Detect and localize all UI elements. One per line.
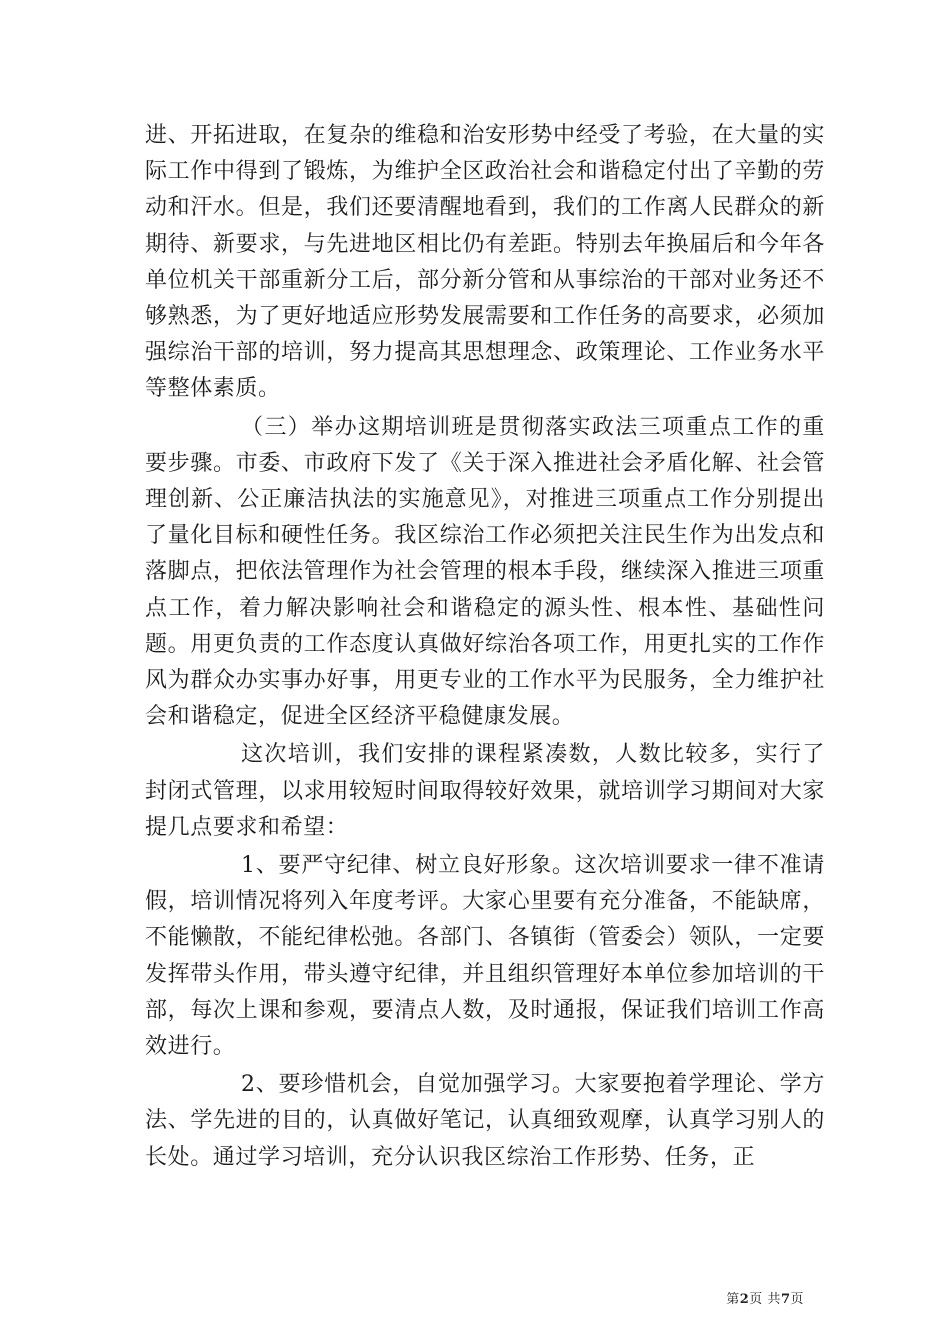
paragraph-section-three: （三）举办这期培训班是贯彻落实政法三项重点工作的重要步骤。市委、市政府下发了《关于深入推进社会矛盾化解、社会管理创新、公正廉洁执法的实施意见》，对推进三项重点工作分别提出了量化目标和硬性任务。我区综治工作必须把关注民生作为出发点和落脚点，把依法管理作为社会管理的根本手段，继续深入推进三项重点工作，着力解决影响社会和谐稳定的源头性、根本性、基础性问题。用更负责的工作态度认真做好综治各项工作，用更扎实的工作作风为群众办实事办好事，用更专业的工作水平为民服务，全力维护社会和谐稳定，促进全区经济平稳健康发展。 (145, 414, 825, 730)
footer-middle: 页 共 (749, 1292, 781, 1307)
document-body (145, 118, 825, 1176)
footer-suffix: 页 (790, 1292, 804, 1307)
paragraph-requirement-one: 1、要严守纪律、树立良好形象。这次培训要求一律不准请假，培训情况将列入年度考评。大家心里要有充分准备，不能缺席，不能懒散，不能纪律松弛。各部门、各镇街（管委会）领队，一定要发挥带头作用，带头遵守纪律，并且组织管理好本单位参加培训的干部，每次上课和参观，要清点人数，及时通报，保证我们培训工作高效进行。 (145, 853, 825, 1060)
page-number-footer (726, 1288, 804, 1307)
paragraph-requirement-two: 2、要珍惜机会，自觉加强学习。大家要抱着学理论、学方法、学先进的目的，认真做好笔记，认真细致观摩，认真学习别人的长处。通过学习培训，充分认识我区综治工作形势、任务，正 (145, 1072, 825, 1170)
paragraph-continuation: 进、开拓进取，在复杂的维稳和治安形势中经受了考验，在大量的实际工作中得到了锻炼，为维护全区政治社会和谐稳定付出了辛勤的劳动和汗水。但是，我们还要清醒地看到，我们的工作离人民群众的新期待、新要求，与先进地区相比仍有差距。特别去年换届后和今年各单位机关干部重新分工后，部分新分管和从事综治的干部对业务还不够熟悉，为了更好地适应形势发展需要和工作任务的高要求，必须加强综治干部的培训，努力提高其思想理念、政策理论、工作业务水平等整体素质。 (145, 123, 825, 402)
paragraph-training-intro: 这次培训，我们安排的课程紧凑数，人数比较多，实行了封闭式管理，以求用较短时间取得较好效果，就培训学习期间对大家提几点要求和希望： (145, 742, 825, 840)
footer-total-pages: 7 (780, 1292, 791, 1307)
footer-current-page: 2 (739, 1292, 750, 1307)
footer-prefix: 第 (726, 1292, 740, 1307)
